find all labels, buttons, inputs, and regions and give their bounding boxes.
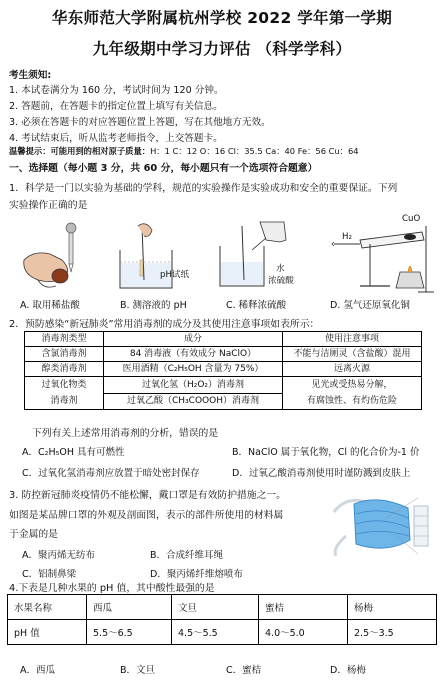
table-cell: 含氯消毒剂 (25, 347, 104, 362)
table-cell-line: 见光或受热易分解， (311, 380, 393, 390)
table-cell: 不能与洁厕灵（含盐酸）混用 (283, 347, 422, 362)
table-cell: 水果名称 (8, 595, 87, 620)
water-label: 水 (276, 264, 285, 274)
table-cell (25, 377, 104, 410)
table-header-cell: 成分 (104, 332, 283, 347)
figure-ph-test (116, 222, 194, 294)
table-cell: 4.0～5.0 (259, 620, 348, 645)
notice-heading: 考生须知: (9, 70, 52, 81)
table-cell: 过氧乙酸（CH₃COOOH）消毒剂 (104, 393, 283, 410)
q1-stem: 1．科学是一门以实验为基础的学科，规范的实验操作是实验成功和安全的重要保证。下列 (9, 183, 398, 194)
cuo-label: CuO (402, 214, 421, 224)
fruit-ph-table (7, 594, 437, 645)
table-cell: pH 值 (8, 620, 87, 645)
q3-option-d[interactable]: D．聚丙烯纤维熔喷布 (150, 569, 243, 580)
ph-paper-label: pH试纸 (160, 270, 190, 280)
table-cell: 杨梅 (348, 595, 437, 620)
q4-option-b[interactable]: B．文旦 (120, 665, 156, 676)
q1-option-b[interactable]: B. 测溶液的 pH (120, 300, 187, 311)
table-cell-line: 消毒剂 (50, 396, 78, 406)
disinfectant-table (24, 331, 422, 410)
atomic-mass-label: 温馨提示：可能用到的相对原子质量： (9, 146, 151, 156)
table-row (8, 620, 437, 645)
table-cell-line: 有腐蚀性、有灼伤危险 (306, 396, 397, 406)
q2-stem: 2．预防感染“新冠肺炎”常用消毒剂的成分及其使用注意事项如表所示： (9, 319, 320, 330)
table-cell: 过氧化氢（H₂O₂）消毒剂 (104, 377, 283, 394)
atomic-mass-values: H：1 C：12 O：16 Cl：35.5 Ca：40 Fe：56 Cu：64 (150, 146, 359, 156)
figure-dropper-hand (14, 220, 92, 292)
table-cell: 医用酒精（C₂H₅OH 含量为 75%） (104, 362, 283, 377)
table-cell: 醇类消毒剂 (25, 362, 104, 377)
q4-option-c[interactable]: C．蜜桔 (226, 665, 262, 676)
page-title: 华东师范大学附属杭州学校 2022 学年第一学期 (51, 9, 393, 27)
table-row (8, 595, 437, 620)
table-cell: 84 消毒液（有效成分 NaClO） (104, 347, 283, 362)
mask-figure (326, 488, 438, 566)
q1-option-a[interactable]: A. 取用稀盐酸 (20, 300, 80, 311)
q1-option-d[interactable]: D. 氢气还原氧化铜 (330, 300, 410, 311)
table-cell-line: 过氧化物类 (41, 380, 87, 390)
notice-item: 4. 考试结束后，听从监考老师指令，上交答题卡。 (9, 133, 223, 144)
q4-option-a[interactable]: A．西瓜 (20, 665, 55, 676)
table-cell: 蜜桔 (259, 595, 348, 620)
notice-item: 3. 必须在答题卡的对应答题位置上答题，写在其他地方无效。 (9, 117, 271, 128)
section-heading: 一、选择题（每小题 3 分，共 60 分，每小题只有一个选项符合题意） (9, 163, 318, 174)
q2-option-c[interactable]: C．过氧化氢消毒剂应放置于暗处密封保存 (22, 468, 200, 479)
q2-option-d[interactable]: D．过氧乙酸消毒剂使用时谨防溅到皮肤上 (232, 468, 411, 479)
table-cell: 文旦 (172, 595, 259, 620)
table-cell: 4.5～5.5 (172, 620, 259, 645)
q4-stem: 4.下表是几种水果的 pH 值，其中酸性最强的是 (9, 583, 215, 594)
table-cell (283, 377, 422, 410)
q2-option-b[interactable]: B．NaClO 属于氧化物，Cl 的化合价为-1 价 (232, 447, 420, 458)
q4-option-d[interactable]: D．杨梅 (330, 665, 366, 676)
table-cell: 远离火源 (283, 362, 422, 377)
table-cell: 西瓜 (87, 595, 172, 620)
page-subtitle: 九年级期中学习力评估 （科学学科） (92, 40, 352, 58)
table-row (25, 347, 422, 362)
table-row (25, 362, 422, 377)
table-header-row (25, 332, 422, 347)
q3-option-b[interactable]: B．合成纤维耳绳 (150, 550, 224, 561)
figure-h2-reduction (330, 216, 438, 296)
table-row (25, 377, 422, 394)
q3-stem: 于金属的是 (9, 529, 58, 540)
h2-label: H₂ (342, 232, 352, 242)
q3-option-a[interactable]: A．聚丙烯无纺布 (22, 550, 95, 561)
atomic-mass-note (9, 145, 359, 157)
table-cell: 5.5～6.5 (87, 620, 172, 645)
q2-option-a[interactable]: A．C₂H₅OH 具有可燃性 (22, 447, 125, 458)
notice-item: 1. 本试卷满分为 160 分，考试时间为 120 分钟。 (9, 85, 224, 96)
q3-stem: 如图是某品牌口罩的外观及剖面图，表示的部件所使用的材料属 (9, 510, 284, 521)
notice-item: 2. 答题前，在答题卡的指定位置上填写有关信息。 (9, 101, 223, 112)
q1-option-c[interactable]: C. 稀释浓硫酸 (226, 300, 287, 311)
q3-stem: 3. 防控新冠肺炎疫情仍不能松懈，戴口罩是有效防护措施之一。 (9, 490, 286, 501)
q2-question: 下列有关上述常用消毒剂的分析，错误的是 (32, 428, 219, 439)
q1-stem: 实验操作正确的是 (9, 200, 88, 211)
table-header-cell: 消毒剂类型 (25, 332, 104, 347)
acid-label: 浓硫酸 (268, 276, 294, 286)
q3-option-c[interactable]: C．铝制鼻梁 (22, 569, 77, 580)
table-cell: 2.5～3.5 (348, 620, 437, 645)
table-header-cell: 使用注意事项 (283, 332, 422, 347)
